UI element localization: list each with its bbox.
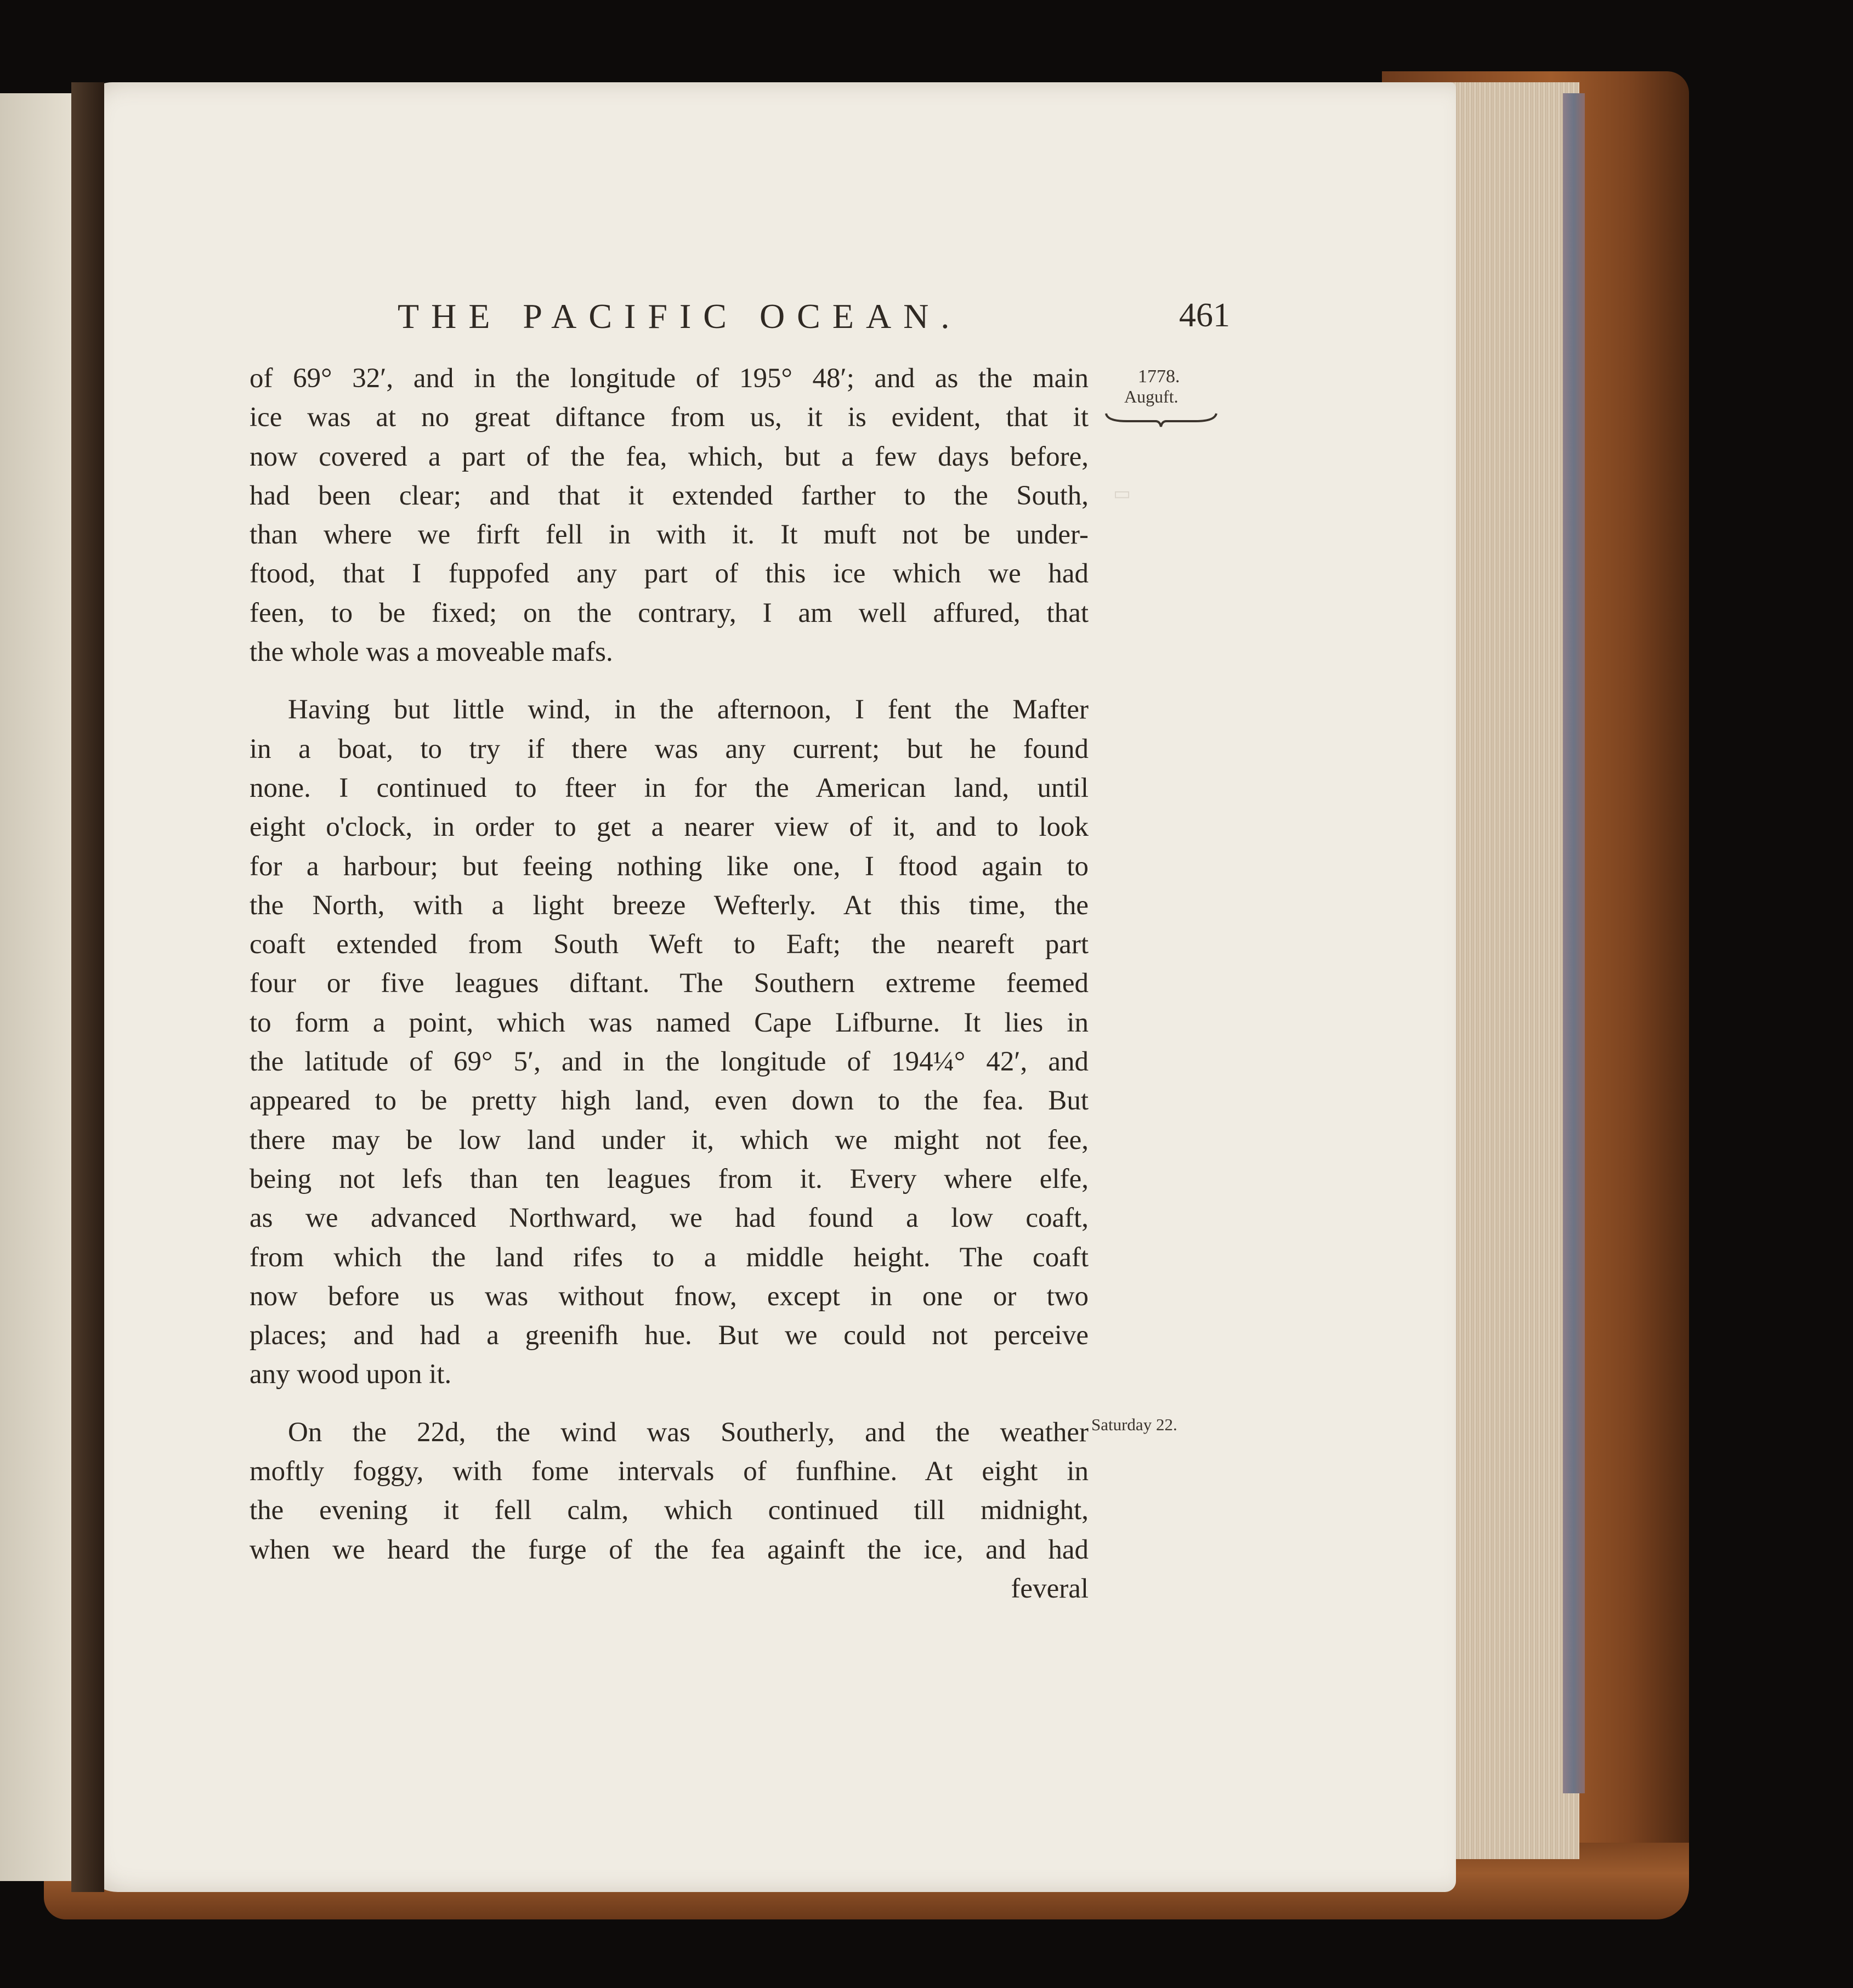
text-line: eight o'clock, in order to get a nearer view of it, and to look [250, 812, 1089, 843]
text-line: the North, with a light breeze Wefterly. At this time, the [250, 890, 1089, 921]
margin-month: Auguft. [1124, 387, 1178, 406]
text-line: for a harbour; but feeing nothing like one, I ftood again to [250, 851, 1089, 882]
text-line: feen, to be fixed; on the contrary, I am well affured, that [250, 597, 1089, 628]
body-text [250, 359, 1089, 1608]
text-line: four or five leagues diftant. The Southern extreme feemed [250, 968, 1089, 999]
text-line: any wood upon it. [250, 1359, 452, 1390]
margin-brace-icon [1105, 411, 1217, 428]
text-line: On the 22d, the wind was Southerly, and the weather [288, 1417, 1089, 1448]
text-line: ftood, that I fuppofed any part of this ice which we had [250, 558, 1089, 590]
text-line: being not lefs than ten leagues from it. Every where elfe, [250, 1163, 1089, 1194]
text-line: ice was at no great diftance from us, it is evident, that it [250, 402, 1089, 433]
text-line: as we advanced Northward, we had found a low coaft, [250, 1203, 1089, 1234]
catchword: feveral [1011, 1573, 1089, 1604]
text-line: none. I continued to fteer in for the American land, until [250, 772, 1089, 803]
show-through-mark: ▭ [1113, 484, 1131, 504]
text-line: had been clear; and that it extended farther to the South, [250, 480, 1089, 511]
page-block-edges [1442, 82, 1579, 1859]
text-line: coaft extended from South Weft to Eaft; the neareft part [250, 929, 1089, 960]
text-line: when we heard the furge of the fea againft the ice, and had [250, 1534, 1089, 1565]
text-line: the whole was a moveable mafs. [250, 637, 613, 668]
text-line: to form a point, which was named Cape Lifburne. It lies in [250, 1007, 1089, 1038]
text-line: moftly foggy, with fome intervals of funfhine. At eight in [250, 1456, 1089, 1487]
paragraph-1 [250, 359, 1089, 672]
text-line: there may be low land under it, which we might not fee, [250, 1124, 1089, 1156]
paragraph-3 [250, 1413, 1089, 1570]
page-number: 461 [1179, 297, 1230, 334]
text-line: the latitude of 69° 5′, and in the longitude of 194¼° 42′, and [250, 1046, 1089, 1078]
text-line: now covered a part of the fea, which, but a few days before, [250, 441, 1089, 472]
margin-year: 1778. [1138, 366, 1180, 387]
text-line: in a boat, to try if there was any current; but he found [250, 733, 1089, 764]
running-head: THE PACIFIC OCEAN. [398, 297, 962, 336]
text-line: Having but little wind, in the afternoon, I fent the Mafter [288, 694, 1089, 726]
text-line: from which the land rifes to a middle height. The coaft [250, 1242, 1089, 1273]
book-gutter [71, 82, 104, 1892]
text-line: now before us was without fnow, except in one or two [250, 1281, 1089, 1312]
text-line: the evening it fell calm, which continued till midnight, [250, 1495, 1089, 1526]
marbled-edge [1563, 93, 1585, 1793]
text-line: appeared to be pretty high land, even down to the fea. But [250, 1085, 1089, 1117]
margin-date-note: Saturday 22. [1091, 1415, 1177, 1434]
text-line: places; and had a greenifh hue. But we could not perceive [250, 1320, 1089, 1351]
paragraph-2 [250, 690, 1089, 1394]
text-line: than where we firft fell in with it. It muft not be under- [250, 519, 1089, 551]
text-line: of 69° 32′, and in the longitude of 195° 48′; and as the main [250, 363, 1089, 394]
